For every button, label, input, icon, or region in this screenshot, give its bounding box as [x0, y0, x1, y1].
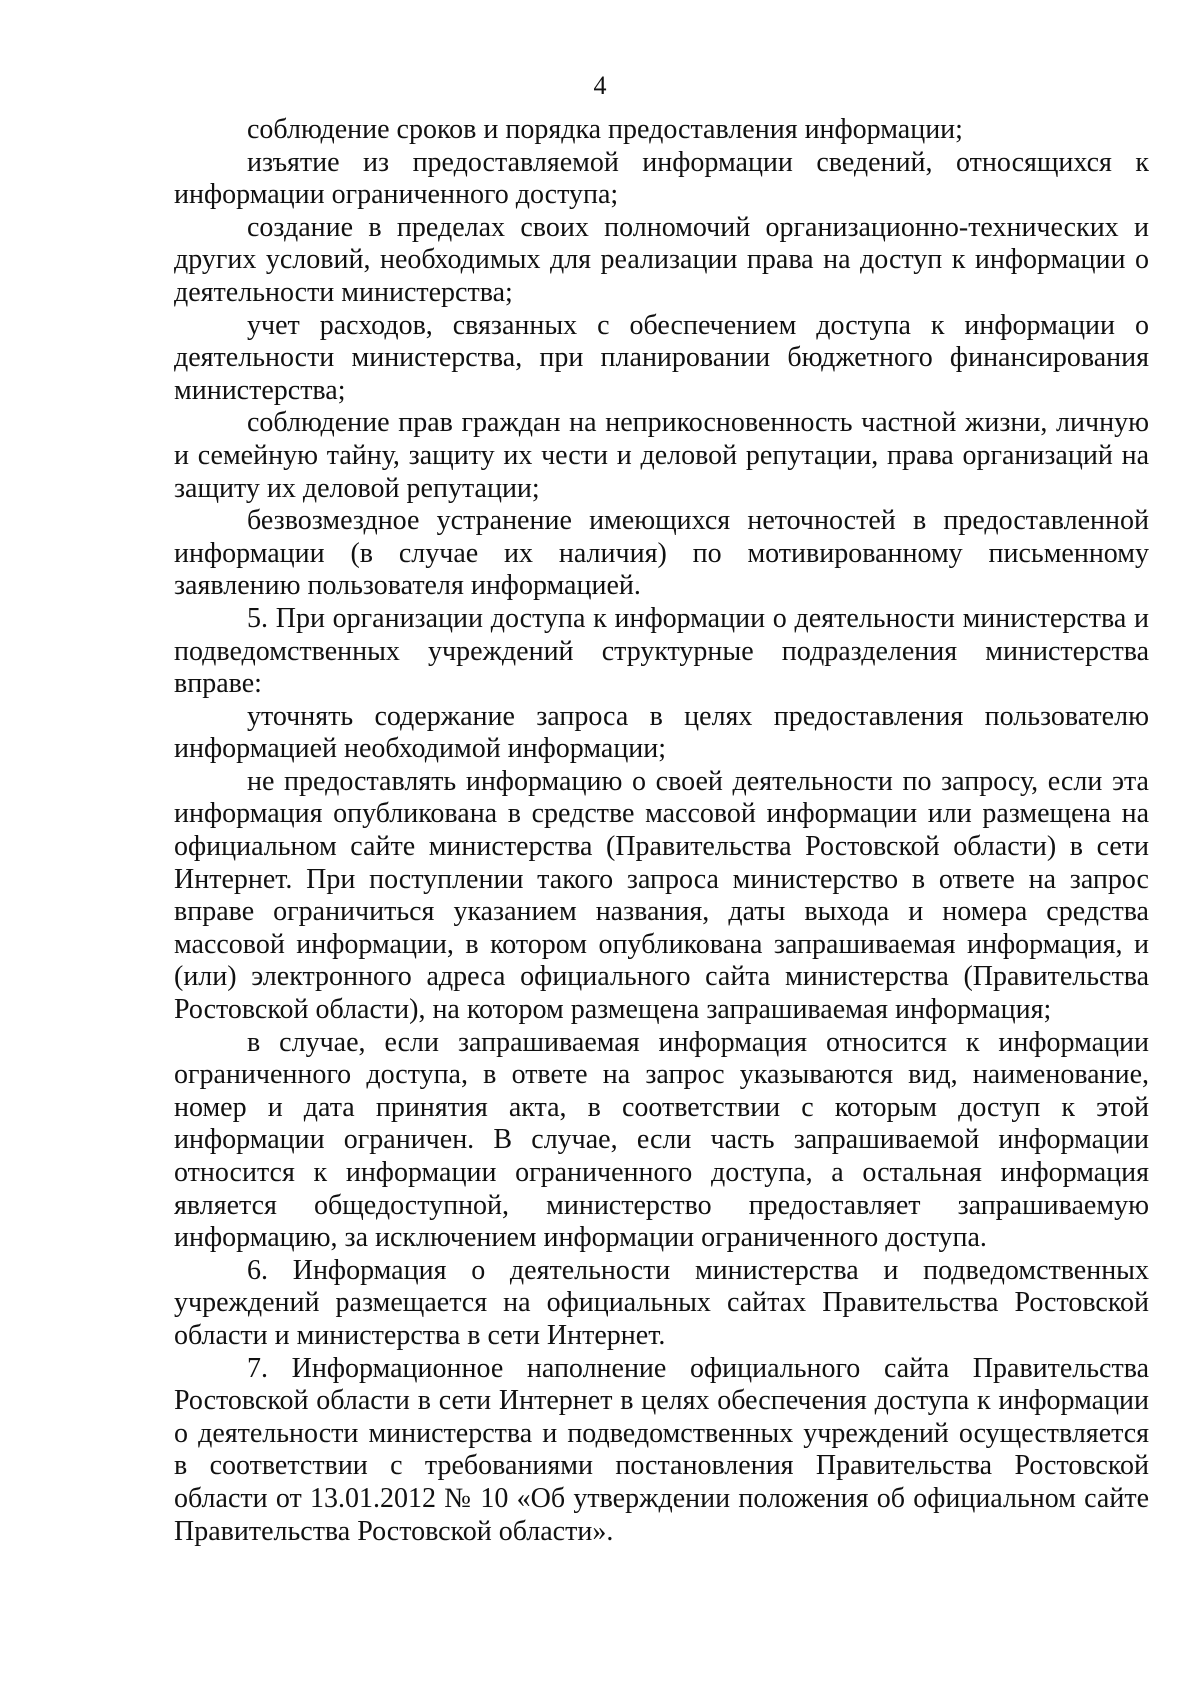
paragraph-7: 5. При организации доступа к информации о деятельности министерства и подведомственных учреждений структурные подразделения министерства вправе: [174, 602, 1149, 700]
paragraph-2: изъятие из предоставляемой информации сведений, относящихся к информации ограниченного доступа; [174, 146, 1149, 211]
paragraph-8: уточнять содержание запроса в целях предоставления пользователю информацией необходимой информации; [174, 700, 1149, 765]
paragraph-4: учет расходов, связанных с обеспечением доступа к информации о деятельности министерства, при планировании бюджетного финансирования министерства; [174, 309, 1149, 406]
document-body [174, 114, 1149, 1548]
paragraph-6: безвозмездное устранение имеющихся неточностей в предоставленной информации (в случае их наличия) по мотивированному письменному заявлению пользователя информацией. [174, 505, 1149, 602]
paragraph-10: в случае, если запрашиваемая информация относится к информации ограниченного доступа, в ответе на запрос указываются вид, наименование, номер и дата принятия акта, в соответствии с которым доступ к этой информации ограничен. В случае, если часть запрашиваемой информации относится к информации ограниченного доступа, а остальная информация является общедоступной, министерство предоставляет запрашиваемую информацию, за исключением информации ограниченного доступа. [174, 1026, 1149, 1254]
paragraph-12: 7. Информационное наполнение официального сайта Правительства Ростовской области в сети Интернет в целях обеспечения доступа к информации о деятельности министерства и подведомственных учреждений осуществляется в соответствии с требованиями постановления Правительства Ростовской области от 13.01.2012 № 10 «Об утверждении положения об официальном сайте Правительства Ростовской области». [174, 1352, 1149, 1547]
page-number: 4 [593, 71, 607, 100]
paragraph-11: 6. Информация о деятельности министерства и подведомственных учреждений размещается на официальных сайтах Правительства Ростовской области и министерства в сети Интернет. [174, 1254, 1149, 1351]
paragraph-5: соблюдение прав граждан на неприкосновенность частной жизни, личную и семейную тайну, защиту их чести и деловой репутации, права организаций на защиту их деловой репутации; [174, 407, 1149, 504]
paragraph-9: не предоставлять информацию о своей деятельности по запросу, если эта информация опубликована в средстве массовой информации или размещена на официальном сайте министерства (Правительства Ростовской области) в сети Интернет. При поступлении такого запроса министерство в ответе на запрос вправе ограничиться указанием названия, даты выхода и номера средства массовой информации, в котором опубликована запрашиваемая информация, и (или) электронного адреса официального сайта министерства (Правительства Ростовской области), на котором размещена запрашиваемая информация; [174, 765, 1149, 1026]
paragraph-1: соблюдение сроков и порядка предоставления информации; [247, 114, 963, 145]
paragraph-3: создание в пределах своих полномочий организационно-технических и других условий, необходимых для реализации права на доступ к информации о деятельности министерства; [174, 211, 1149, 308]
